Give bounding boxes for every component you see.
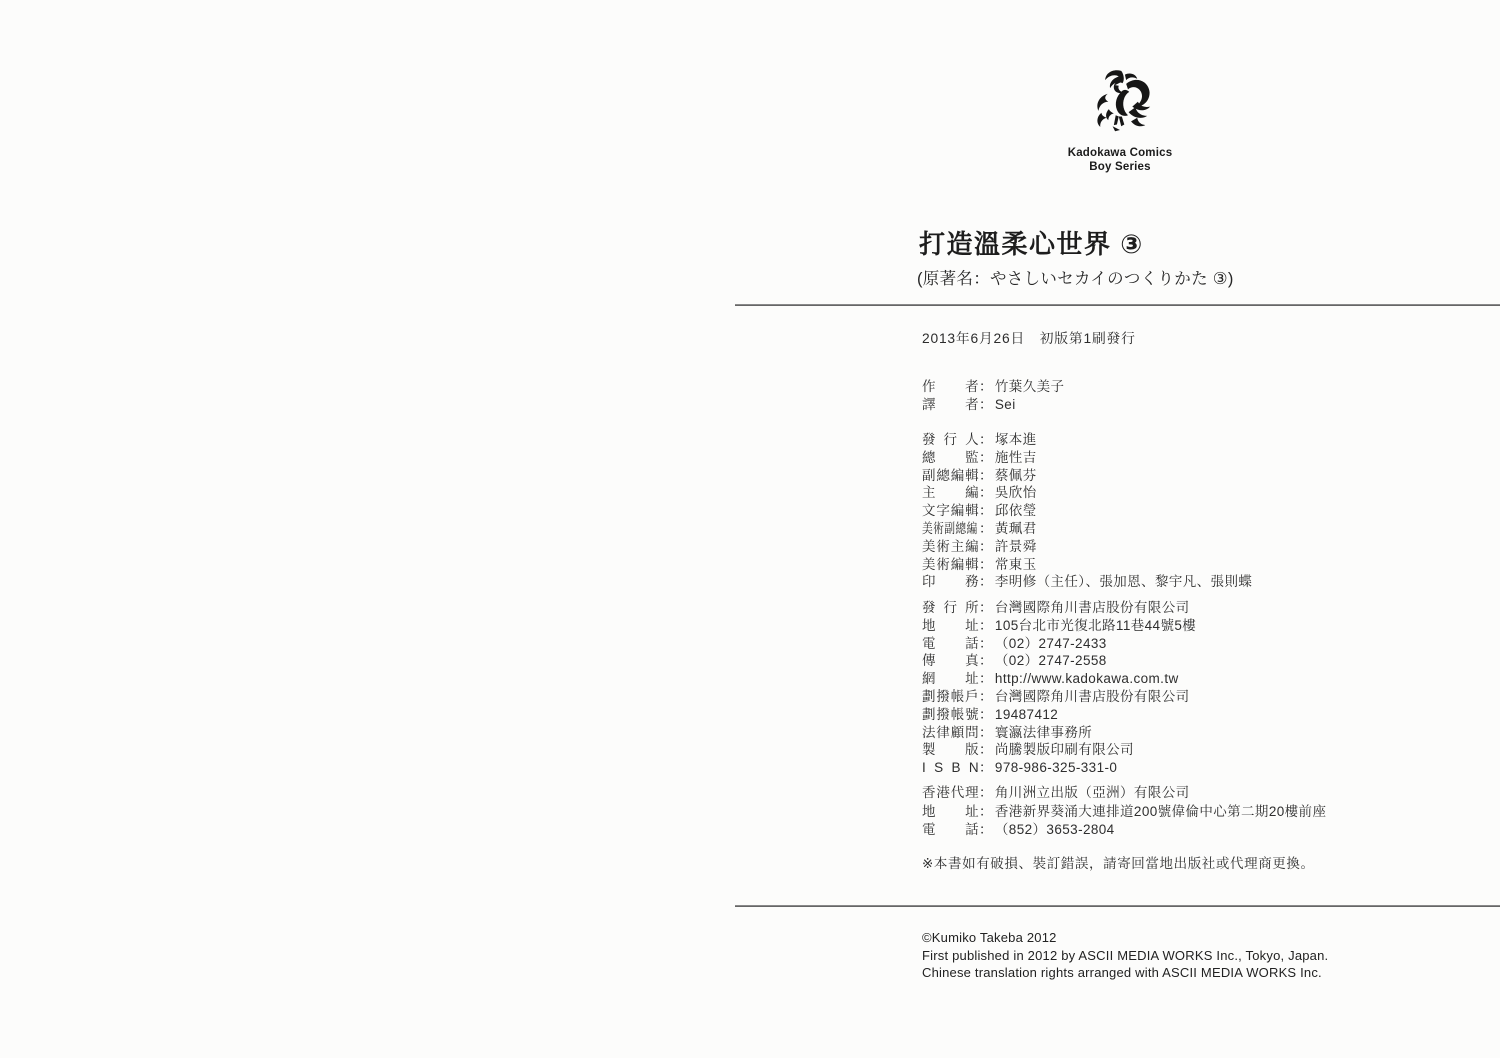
credit-row [922, 821, 1326, 840]
credit-colon: ： [979, 617, 993, 633]
credit-colon: ： [979, 520, 993, 536]
credit-colon: ： [979, 635, 993, 651]
credit-label: 地 址 [922, 803, 979, 819]
credit-label: I S B N [922, 760, 979, 776]
original-title: (原著名：やさしいセカイのつくりかた ③) [917, 270, 1234, 288]
credit-colon: ： [979, 556, 993, 572]
credit-row [922, 449, 1252, 467]
credit-value: 黃珮君 [994, 520, 1037, 536]
credit-colon: ： [979, 785, 993, 800]
credit-colon: ： [979, 538, 993, 554]
logo-caption-line2: Boy Series [1089, 160, 1151, 173]
credit-colon: ： [979, 449, 993, 465]
book-title: 打造溫柔心世界 ③ [919, 229, 1144, 259]
credit-row [922, 670, 1196, 688]
credit-row [922, 502, 1252, 520]
copyright-line1: ©Kumiko Takeba 2012 [922, 930, 1057, 945]
credit-colon: ： [979, 653, 993, 669]
credit-colon: ： [979, 432, 993, 447]
credit-value: 常東玉 [994, 556, 1037, 572]
credit-row [922, 688, 1196, 706]
credit-colon: ： [979, 706, 993, 722]
credit-value: （852）3653-2804 [994, 822, 1115, 837]
credit-label: 劃 撥 帳 號 [922, 706, 979, 722]
credit-row [922, 617, 1196, 635]
credit-row [922, 556, 1252, 574]
credit-colon: ： [979, 600, 993, 615]
credit-value: 台灣國際角川書店股份有限公司 [994, 688, 1190, 704]
credit-row [922, 759, 1196, 777]
credit-row [922, 803, 1326, 822]
credit-value: 吳欣怡 [994, 485, 1037, 501]
credit-label: 傳 真 [922, 653, 979, 669]
kadokawa-logo [1056, 68, 1184, 175]
credit-row [922, 741, 1196, 759]
credit-colon: ： [979, 503, 993, 519]
credit-label: 作 者 [922, 379, 979, 394]
credit-value: 施性吉 [994, 449, 1037, 465]
credit-colon: ： [979, 803, 993, 819]
copyright-block [922, 929, 1328, 982]
credit-row [922, 431, 1252, 449]
credit-value: Sei [994, 396, 1016, 412]
credit-label: 劃 撥 帳 戶 [922, 688, 979, 704]
credit-value: 978-986-325-331-0 [994, 760, 1118, 776]
credit-value: 竹葉久美子 [994, 379, 1065, 394]
credit-value: http://www.kadokawa.com.tw [994, 671, 1179, 687]
credit-row [922, 484, 1252, 502]
credit-label: 美 術 副 總 編 [922, 520, 978, 536]
credit-value: （02）2747-2433 [994, 635, 1107, 651]
credit-value: 19487412 [994, 706, 1059, 722]
phoenix-icon [1088, 68, 1152, 144]
credit-value: 蔡佩芬 [994, 467, 1037, 483]
credit-label: 製 版 [922, 742, 979, 758]
credit-row [922, 724, 1196, 742]
divider-top [735, 304, 1500, 306]
credit-label: 印 務 [922, 574, 979, 590]
credit-label: 美 術 編 輯 [922, 556, 979, 572]
credit-value: 邱依瑩 [994, 503, 1037, 519]
credit-colon: ： [979, 574, 993, 590]
copyright-line2: First published in 2012 by ASCII MEDIA WORKS Inc., Tokyo, Japan. [922, 947, 1329, 963]
credit-row [922, 573, 1252, 591]
credit-label: 主 編 [922, 485, 979, 501]
credit-label: 發 行 人 [922, 432, 979, 447]
credit-value: 台灣國際角川書店股份有限公司 [994, 600, 1190, 615]
credit-row [922, 784, 1326, 803]
credit-colon: ： [979, 688, 993, 704]
credit-value: 李明修（主任）、張加恩、黎宇凡、張則蝶 [994, 574, 1253, 590]
credit-row [922, 706, 1196, 724]
damage-notice: ※本書如有破損、裝訂錯誤，請寄回當地出版社或代理商更換。 [922, 856, 1315, 871]
credit-colon: ： [979, 671, 993, 687]
credit-value: 寰瀛法律事務所 [994, 724, 1093, 740]
hk-agent-credits [922, 784, 1326, 840]
credit-label: 網 址 [922, 671, 979, 687]
credit-label: 法 律 顧 問 [922, 724, 979, 740]
credit-row [922, 520, 1252, 538]
credit-label: 總 監 [922, 449, 979, 465]
copyright-line3: Chinese translation rights arranged with ASCII MEDIA WORKS Inc. [922, 965, 1322, 980]
credit-value: 105台北市光復北路11巷44號5樓 [994, 617, 1197, 633]
credit-value: 香港新界葵涌大連排道200號偉倫中心第二期20樓前座 [994, 803, 1327, 819]
credit-label: 地 址 [922, 617, 979, 633]
credit-value: 許景舜 [994, 538, 1037, 554]
edition-line: 2013年6月26日 初版第1刷發行 [922, 331, 1136, 346]
credit-value: 尚騰製版印刷有限公司 [994, 742, 1134, 758]
credit-colon: ： [979, 467, 993, 483]
credit-label: 電 話 [922, 822, 979, 837]
credit-row [922, 396, 1064, 414]
credit-label: 文 字 編 輯 [922, 503, 979, 519]
credit-value: 塚本進 [994, 432, 1037, 447]
credit-value: 角川洲立出版（亞洲）有限公司 [994, 785, 1190, 800]
credit-row [922, 378, 1064, 396]
divider-bottom [735, 905, 1500, 907]
credit-row [922, 467, 1252, 485]
credit-row [922, 635, 1196, 653]
credit-label: 香 港 代 理 [922, 785, 979, 800]
credit-colon: ： [979, 396, 993, 412]
staff-credits [922, 431, 1252, 591]
credit-label: 美 術 主 編 [922, 538, 979, 554]
logo-caption-line1: Kadokawa Comics [1067, 147, 1173, 159]
credit-colon: ： [979, 724, 993, 740]
credit-colon: ： [979, 822, 993, 837]
credit-row [922, 599, 1196, 617]
credit-value: （02）2747-2558 [994, 653, 1107, 669]
credit-label: 副 總 編 輯 [922, 467, 979, 483]
credit-colon: ： [979, 760, 993, 776]
credit-label: 電 話 [922, 635, 979, 651]
credit-row [922, 652, 1196, 670]
author-credits [922, 378, 1064, 414]
credit-colon: ： [979, 379, 993, 394]
credit-label: 發 行 所 [922, 600, 979, 615]
credit-row [922, 538, 1252, 556]
credit-label: 譯 者 [922, 396, 979, 412]
publisher-credits [922, 599, 1196, 777]
credit-colon: ： [979, 742, 993, 758]
credit-colon: ： [979, 485, 993, 501]
